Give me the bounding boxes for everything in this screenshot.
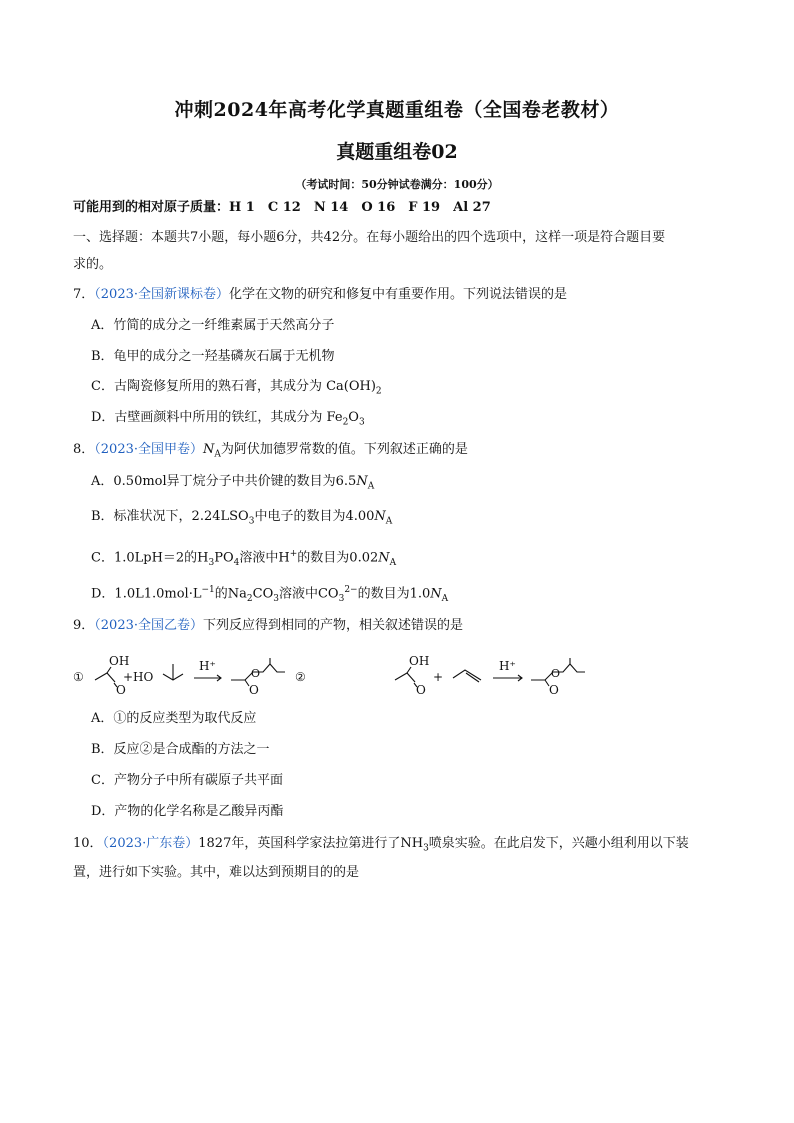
plus-label: + xyxy=(433,670,444,684)
reaction-label-1: ① xyxy=(73,670,84,684)
acetic-acid-2 xyxy=(395,673,415,682)
exam-title: 冲刺2024年高考化学真题重组卷（全国卷老教材） xyxy=(174,99,620,121)
plus-ho-label: +HO xyxy=(123,670,154,684)
ester-oxygen-1: O xyxy=(251,667,261,680)
option-9d: D．产物的化学名称是乙酸异丙酯 xyxy=(91,804,284,819)
reaction-scheme xyxy=(73,650,633,698)
catalyst-label-1: H⁺ xyxy=(199,659,216,673)
question-stem: 化学在文物的研究和修复中有重要作用。下列说法错误的是 xyxy=(229,287,568,302)
option-8c: C．1.0LpH＝2的$H_3PO_4$溶液中H+的数目为$0.02N_A$ xyxy=(91,549,397,568)
exam-info: （考试时间：50分钟试卷满分：100分） xyxy=(295,178,499,191)
acetic-acid-1 xyxy=(95,673,115,682)
option-7b: B．龟甲的成分之一羟基磷灰石属于无机物 xyxy=(91,349,335,364)
question-source: （2023·全国甲卷） xyxy=(94,442,203,457)
oxygen-label-3: O xyxy=(416,683,426,697)
section-intro-line1: 一、选择题：本题共7小题，每小题6分，共42分。在每小题给出的四个选项中，这样一项是符合题目要 xyxy=(73,230,666,245)
question-9 xyxy=(73,617,463,635)
question-number: 7． xyxy=(73,287,95,302)
oxygen-label-2: O xyxy=(249,683,259,697)
question-10-cont: 置，进行如下实验。其中，难以达到预期目的的是 xyxy=(73,865,360,880)
atomic-masses: 可能用到的相对原子质量：H 1 C 12 N 14 O 16 F 19 Al 27 xyxy=(73,200,491,215)
option-8b: B．标准状况下，$2.24LSO_3$中电子的数目为$4.00N_A$ xyxy=(91,509,393,527)
question-source: （2023·广东卷） xyxy=(102,836,199,851)
hydroxyl-label-1: OH xyxy=(109,654,130,668)
option-7d: D．古壁画颜料中所用的铁红，其成分为 $Fe_2O_3$ xyxy=(91,410,365,428)
oxygen-label-1: O xyxy=(116,683,126,697)
question-number: 10． xyxy=(73,836,103,851)
exam-subtitle: 真题重组卷02 xyxy=(336,141,458,163)
reaction-label-2: ② xyxy=(295,670,306,684)
option-7c: C．古陶瓷修复所用的熟石膏，其成分为 $Ca(OH)_2$ xyxy=(91,379,382,397)
oxygen-label-4: O xyxy=(549,683,559,697)
question-number: 8． xyxy=(73,442,95,457)
question-source: （2023·全国新课标卷） xyxy=(94,287,229,302)
section-intro-line2: 求的。 xyxy=(73,257,113,272)
option-7a: A．竹简的成分之一纤维素属于天然高分子 xyxy=(91,318,335,333)
hydroxyl-label-2: OH xyxy=(409,654,430,668)
question-7 xyxy=(73,286,567,304)
ester-oxygen-2: O xyxy=(551,667,561,680)
question-8: 8．（2023·全国甲卷）$N_A$为阿伏加德罗常数的值。下列叙述正确的是 xyxy=(73,442,468,460)
question-stem: 下列反应得到相同的产物，相关叙述错误的是 xyxy=(203,618,464,633)
question-stem: 1827年，英国科学家法拉第进行了NH xyxy=(198,836,424,851)
question-source: （2023·全国乙卷） xyxy=(94,618,203,633)
catalyst-label-2: H⁺ xyxy=(499,659,516,673)
propene xyxy=(453,670,481,680)
option-9a: A．①的反应类型为取代反应 xyxy=(91,711,257,726)
question-stem: 为阿伏加德罗常数的值。下列叙述正确的是 xyxy=(220,442,468,457)
question-number: 9． xyxy=(73,618,95,633)
option-8a: A．0.50mol异丁烷分子中共价键的数目为$6.5N_A$ xyxy=(91,474,375,492)
option-9c: C．产物分子中所有碳原子共平面 xyxy=(91,773,283,788)
option-9b: B．反应②是合成酯的方法之一 xyxy=(91,742,270,757)
question-10: 10．（2023·广东卷）1827年，英国科学家法拉第进行了$NH_3$喷泉实验。在此启发下，兴趣小组利用以下装 xyxy=(73,836,689,854)
option-8d: D．$1.0L1.0mol\cdot L^{-1}$的$Na_2CO_3$溶液中$CO_3^{2-}$的数目为$1.0N_A$ xyxy=(91,585,449,604)
